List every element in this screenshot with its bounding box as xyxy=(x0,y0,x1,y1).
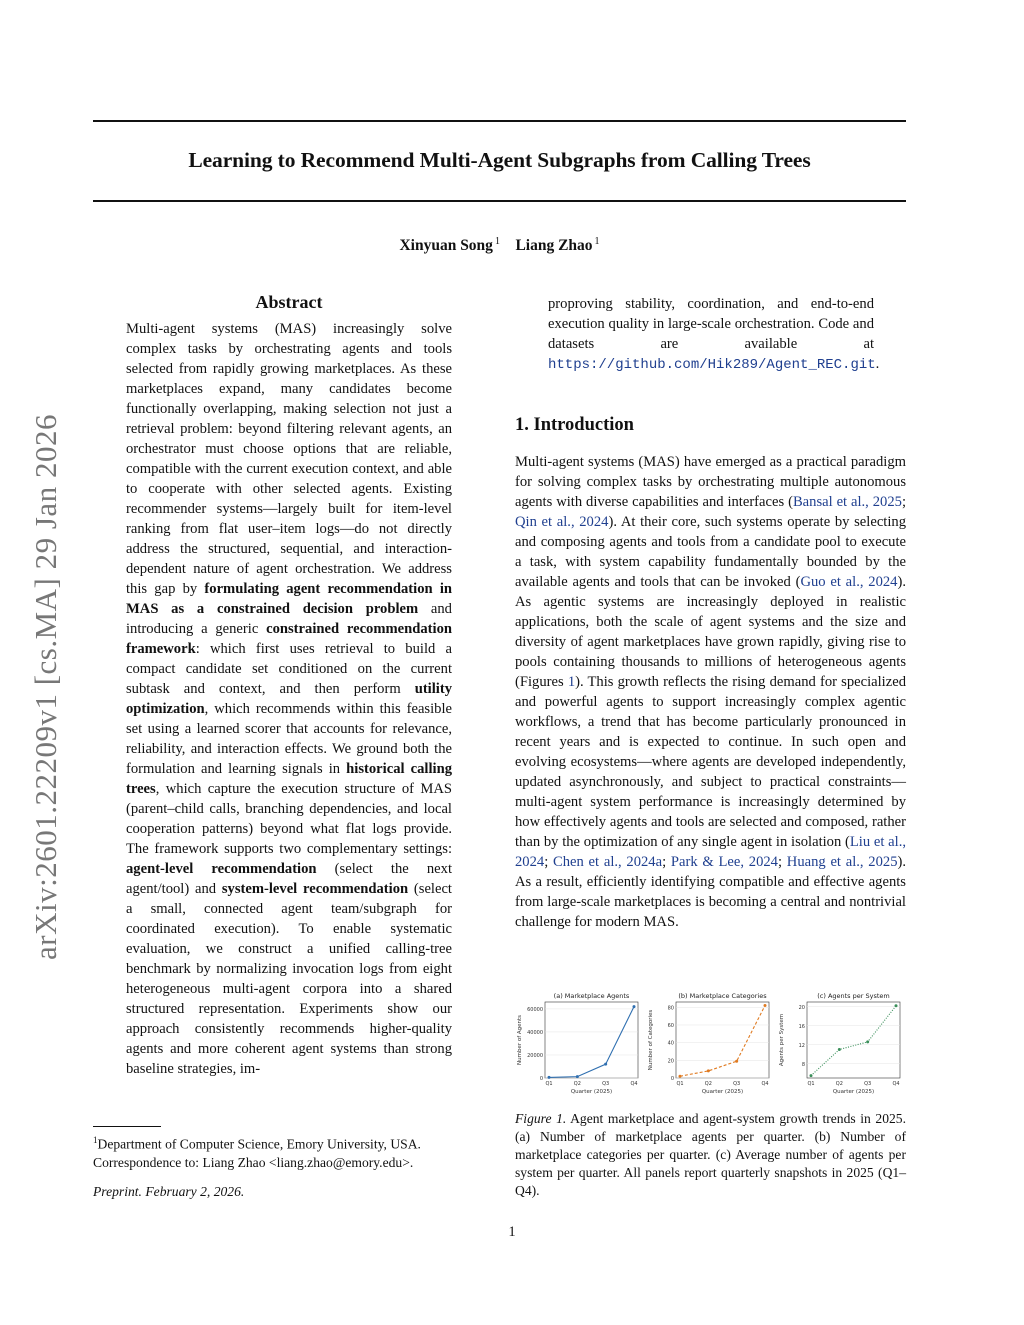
x-tick-label: Q1 xyxy=(807,1081,815,1087)
y-tick-label: 16 xyxy=(798,1023,805,1030)
citation-link[interactable]: 1 xyxy=(567,674,576,690)
author-name: Liang Zhao xyxy=(515,237,593,255)
data-point xyxy=(707,1069,710,1072)
y-axis-label: Agents per System xyxy=(779,1013,785,1067)
x-tick-label: Q3 xyxy=(733,1081,741,1087)
y-tick-label: 80 xyxy=(667,1005,674,1012)
data-point xyxy=(866,1040,869,1043)
chart-frame xyxy=(545,1002,638,1078)
series-line xyxy=(811,1006,896,1076)
code-repository-link[interactable]: https://github.com/Hik289/Agent_REC.git xyxy=(548,357,876,373)
abstract-emphasis: utility optimization xyxy=(126,681,452,717)
abstract-emphasis: agent-level recommendation xyxy=(126,861,317,877)
introduction-body: Multi-agent systems (MAS) have emerged as a practical paradigm for solving complex tasks by orchestrating multiple autonomous agents with diverse capabilities and interfaces (Bansal et al., 2025; Qin et al., 2024). At their core, such systems operate by selecting and composing agents and tools from a candidate pool to execute a task, with system capability fundamentally bounded by the available agents and tools that can be invoked (Guo et al., 2024). As agentic systems are increasingly deployed in realistic applications, both the scale of agent systems and the size and diversity of agent marketplaces have grown rapidly, giving rise to pools containing thousands to millions of heterogeneous agents (Figures 1). This growth reflects the rising demand for specialized and powerful agents to support increasingly complex agentic workflows, a trend that has become particularly pronounced in recent years and is expected to continue. In such open and evolving ecosystems—where agents are developed independently, updated asynchronously, and subject to practical constraints—multi-agent system performance is increasingly determined by how effectively agents and tools are selected and composed, rather than by the optimization of any single agent in isolation (Liu et al., 2024; Chen et al., 2024a; Park & Lee, 2024; Huang et al., 2025). As a result, efficiently identifying compatible and effective agents from large-scale marketplaces is becoming a central and nontrivial challenge for modern MAS. xyxy=(515,454,907,930)
title-top-rule xyxy=(93,120,906,122)
abstract-emphasis: historical calling trees xyxy=(126,761,452,797)
abstract-emphasis: formulating agent recommendation in MAS as a constrained decision problem xyxy=(126,581,452,617)
x-axis-label: Quarter (2025) xyxy=(570,1089,613,1095)
chart-title: (b) Marketplace Categories xyxy=(678,992,767,1000)
series-line xyxy=(549,1007,634,1078)
footnote-divider xyxy=(93,1126,161,1127)
citation-link[interactable]: Park & Lee, 2024 xyxy=(670,854,778,870)
chart-frame xyxy=(676,1002,769,1078)
citation-link[interactable]: Chen et al., 2024a xyxy=(553,854,663,870)
x-tick-label: Q1 xyxy=(676,1081,684,1087)
x-tick-label: Q2 xyxy=(835,1081,843,1087)
data-point xyxy=(633,1005,636,1008)
data-point xyxy=(576,1075,579,1078)
figure-label: Figure 1. xyxy=(515,1111,567,1126)
author-name: Xinyuan Song xyxy=(399,237,493,255)
x-tick-label: Q3 xyxy=(864,1081,872,1087)
citation-link[interactable]: Bansal et al., 2025 xyxy=(792,494,902,510)
x-axis-label: Quarter (2025) xyxy=(701,1089,744,1095)
y-tick-label: 20 xyxy=(667,1058,674,1065)
citation-link[interactable]: Huang et al., 2025 xyxy=(786,854,898,870)
y-tick-label: 40 xyxy=(667,1040,674,1047)
data-point xyxy=(548,1076,551,1079)
data-point xyxy=(679,1075,682,1078)
y-tick-label: 20 xyxy=(798,1004,805,1011)
data-point xyxy=(810,1074,813,1077)
data-point xyxy=(838,1048,841,1051)
y-tick-label: 12 xyxy=(798,1042,805,1049)
citation-link[interactable]: Guo et al., 2024 xyxy=(800,574,898,590)
data-point xyxy=(764,1004,767,1007)
figure-caption: Figure 1. Agent marketplace and agent-system growth trends in 2025. (a) Number of marketplace agents per quarter. (b) Number of marketplace categories per quarter. (c) Average number of agents per system per quarter. All panels report quarterly snapshots in 2025 (Q1–Q4). xyxy=(515,1111,906,1198)
abstract-emphasis: constrained recommendation framework xyxy=(126,621,452,657)
y-tick-label: 0 xyxy=(539,1076,543,1082)
author-list xyxy=(93,236,906,255)
section-heading-introduction: 1. Introduction xyxy=(515,415,634,435)
abstract-heading: Abstract xyxy=(255,292,323,312)
data-point xyxy=(604,1063,607,1066)
x-tick-label: Q4 xyxy=(761,1081,769,1087)
arxiv-identifier: arXiv:2601.22209v1 [cs.MA] 29 Jan 2026 xyxy=(28,414,63,960)
abstract-body: Multi-agent systems (MAS) increasingly solve complex tasks by orchestrating agents and tools selected from rapidly growing marketplaces. As these marketplaces expand, many candidates become functionally overlapping, making selection not just a retrieval problem: beyond filtering relevant agents, an orchestrator must choose options that are reliable, compatible with the current execution context, and able to cooperate with other selected agents. Existing recommender systems—largely built for item-level ranking from flat user–item logs—do not directly address the structured, sequential, and interaction-dependent nature of agent orchestration. We address this gap by formulating agent recommendation in MAS as a constrained decision problem and introducing a generic constrained recommendation framework: which first uses retrieval to build a compact candidate set conditioned on the current subtask and context, and then perform utility optimization, which recommends within this feasible set using a learned scorer that accounts for relevance, reliability, and interaction effects. We ground both the formulation and learning signals in historical calling trees, which capture the execution structure of MAS (parent–child calls, branching dependencies, and local cooperation patterns) beyond what flat logs provide. The framework supports two complementary settings: agent-level recommendation (select the next agent/tool) and system-level recommendation (select a small, connected agent team/subgraph for coordinated execution). To enable systematic evaluation, we construct a unified calling-tree benchmark by normalizing invocation logs from eight heterogeneous multi-agent corpora into a shared structured representation. Experiments show our approach consistently recommends higher-quality agents and more coherent agent systems than strong baseline strategies, im- xyxy=(126,321,453,1077)
y-axis-label: Number of Agents xyxy=(517,1014,523,1066)
y-tick-label: 8 xyxy=(801,1061,805,1068)
chart-title: (c) Agents per System xyxy=(817,992,890,1000)
paper-title: Learning to Recommend Multi-Agent Subgraphs from Calling Trees xyxy=(188,148,811,172)
page-number: 1 xyxy=(508,1224,516,1240)
author-affiliation-mark: 1 xyxy=(594,236,600,247)
chart-title: (a) Marketplace Agents xyxy=(553,992,630,1000)
series-line xyxy=(680,1006,765,1077)
x-tick-label: Q2 xyxy=(573,1081,581,1087)
figure-1-charts xyxy=(513,990,906,1100)
abstract-emphasis: system-level recommendation xyxy=(221,881,409,897)
y-tick-label: 20000 xyxy=(527,1052,543,1059)
y-axis-label: Number of Categories xyxy=(648,1009,654,1071)
abstract-continuation: proproving stability, coordination, and end-to-end execution quality in large-scale orchestration. Code and datasets are available at https://github.com/Hik289/Agent_REC.git. xyxy=(548,296,880,373)
author-affiliation-mark: 1 xyxy=(494,236,500,247)
affiliation-footnote: $^1$Department of Computer Science, Emory University, USA. Correspondence to: Liang Zhao <liang.zhao@emory.edu>. xyxy=(93,1135,421,1170)
y-tick-label: 40000 xyxy=(527,1029,543,1036)
x-tick-label: Q4 xyxy=(630,1081,638,1087)
title-bottom-rule xyxy=(93,200,906,202)
x-tick-label: Q1 xyxy=(545,1081,553,1087)
data-point xyxy=(895,1004,898,1007)
x-axis-label: Quarter (2025) xyxy=(832,1089,875,1095)
x-tick-label: Q3 xyxy=(602,1081,610,1087)
y-tick-label: 60000 xyxy=(527,1006,543,1013)
y-tick-label: 0 xyxy=(670,1076,674,1082)
data-point xyxy=(735,1060,738,1063)
x-tick-label: Q2 xyxy=(704,1081,712,1087)
y-tick-label: 60 xyxy=(667,1022,674,1029)
citation-link[interactable]: Liu et al., 2024 xyxy=(515,834,906,870)
x-tick-label: Q4 xyxy=(892,1081,900,1087)
preprint-date: Preprint. February 2, 2026. xyxy=(93,1184,245,1199)
citation-link[interactable]: Qin et al., 2024 xyxy=(515,514,609,530)
